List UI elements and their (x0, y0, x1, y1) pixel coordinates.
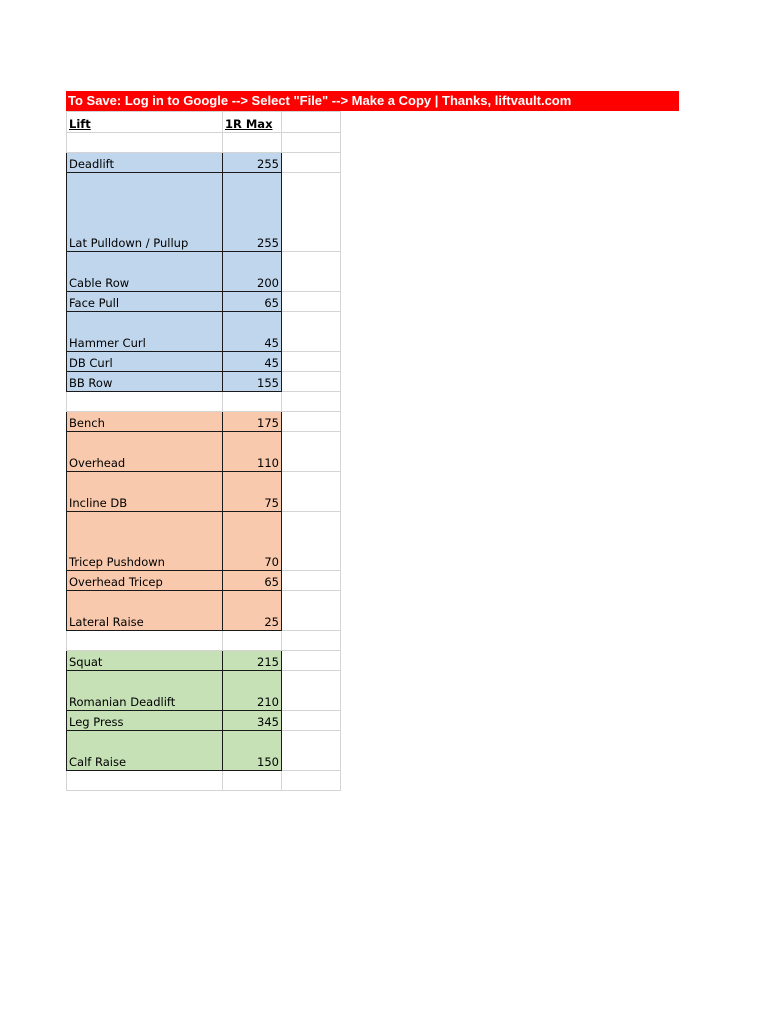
lift-row (67, 651, 341, 671)
header-row (67, 112, 341, 133)
lift-name-cell[interactable]: Tricep Pushdown (67, 512, 223, 571)
lift-name-cell[interactable]: Hammer Curl (67, 312, 223, 352)
empty-cell[interactable] (67, 392, 223, 412)
empty-cell[interactable] (282, 432, 341, 472)
one-rep-max-cell[interactable]: 210 (223, 671, 282, 711)
empty-cell[interactable] (67, 631, 223, 651)
one-rep-max-table (66, 111, 341, 791)
empty-cell[interactable] (282, 372, 341, 392)
empty-cell[interactable] (282, 472, 341, 512)
empty-cell[interactable] (223, 392, 282, 412)
lift-row (67, 512, 341, 571)
empty-cell[interactable] (282, 731, 341, 771)
one-rep-max-cell[interactable]: 25 (223, 591, 282, 631)
lift-name-cell[interactable]: Leg Press (67, 711, 223, 731)
empty-cell[interactable] (282, 173, 341, 252)
lift-row (67, 173, 341, 252)
empty-cell[interactable] (282, 112, 341, 133)
lift-row (67, 591, 341, 631)
lift-row (67, 571, 341, 591)
save-instructions-banner: To Save: Log in to Google --> Select "File" --> Make a Copy | Thanks, liftvault.com (66, 91, 679, 111)
empty-cell[interactable] (282, 412, 341, 432)
empty-cell[interactable] (282, 512, 341, 571)
lift-name-cell[interactable]: Bench (67, 412, 223, 432)
empty-cell[interactable] (282, 651, 341, 671)
empty-cell[interactable] (223, 133, 282, 153)
one-rep-max-cell[interactable]: 45 (223, 312, 282, 352)
one-rep-max-cell[interactable]: 255 (223, 153, 282, 173)
lift-row (67, 312, 341, 352)
lift-column-header: Lift (67, 112, 223, 133)
one-rep-max-cell[interactable]: 155 (223, 372, 282, 392)
empty-cell[interactable] (282, 392, 341, 412)
empty-cell[interactable] (282, 153, 341, 173)
lift-row (67, 252, 341, 292)
empty-cell[interactable] (282, 352, 341, 372)
empty-cell[interactable] (282, 631, 341, 651)
empty-cell[interactable] (223, 631, 282, 651)
lift-name-cell[interactable]: Face Pull (67, 292, 223, 312)
lift-name-cell[interactable]: Romanian Deadlift (67, 671, 223, 711)
empty-cell[interactable] (282, 133, 341, 153)
one-rep-max-cell[interactable]: 345 (223, 711, 282, 731)
max-column-header: 1R Max (223, 112, 282, 133)
spacer-row (67, 771, 341, 791)
lift-name-cell[interactable]: Incline DB (67, 472, 223, 512)
lift-name-cell[interactable]: Lat Pulldown / Pullup (67, 173, 223, 252)
lift-name-cell[interactable]: Lateral Raise (67, 591, 223, 631)
empty-cell[interactable] (282, 252, 341, 292)
lift-name-cell[interactable]: DB Curl (67, 352, 223, 372)
one-rep-max-cell[interactable]: 255 (223, 173, 282, 252)
empty-cell[interactable] (282, 571, 341, 591)
spacer-row (67, 631, 341, 651)
lift-row (67, 372, 341, 392)
empty-cell[interactable] (282, 591, 341, 631)
empty-cell[interactable] (282, 771, 341, 791)
one-rep-max-cell[interactable]: 150 (223, 731, 282, 771)
empty-cell[interactable] (223, 771, 282, 791)
empty-cell[interactable] (67, 133, 223, 153)
one-rep-max-cell[interactable]: 65 (223, 571, 282, 591)
one-rep-max-cell[interactable]: 200 (223, 252, 282, 292)
lift-row (67, 671, 341, 711)
lift-row (67, 352, 341, 372)
one-rep-max-cell[interactable]: 75 (223, 472, 282, 512)
one-rep-max-cell[interactable]: 110 (223, 432, 282, 472)
lift-row (67, 432, 341, 472)
one-rep-max-cell[interactable]: 215 (223, 651, 282, 671)
lift-row (67, 412, 341, 432)
lift-name-cell[interactable]: Squat (67, 651, 223, 671)
lift-row (67, 292, 341, 312)
one-rep-max-cell[interactable]: 45 (223, 352, 282, 372)
one-rep-max-cell[interactable]: 65 (223, 292, 282, 312)
lift-name-cell[interactable]: Calf Raise (67, 731, 223, 771)
empty-cell[interactable] (67, 771, 223, 791)
lift-row (67, 711, 341, 731)
spacer-row (67, 133, 341, 153)
lift-row (67, 472, 341, 512)
spacer-row (67, 392, 341, 412)
empty-cell[interactable] (282, 711, 341, 731)
empty-cell[interactable] (282, 671, 341, 711)
lift-name-cell[interactable]: BB Row (67, 372, 223, 392)
one-rep-max-cell[interactable]: 175 (223, 412, 282, 432)
lift-row (67, 153, 341, 173)
lift-name-cell[interactable]: Overhead Tricep (67, 571, 223, 591)
lift-row (67, 731, 341, 771)
lift-name-cell[interactable]: Deadlift (67, 153, 223, 173)
empty-cell[interactable] (282, 312, 341, 352)
lift-name-cell[interactable]: Overhead (67, 432, 223, 472)
one-rep-max-cell[interactable]: 70 (223, 512, 282, 571)
empty-cell[interactable] (282, 292, 341, 312)
lift-name-cell[interactable]: Cable Row (67, 252, 223, 292)
